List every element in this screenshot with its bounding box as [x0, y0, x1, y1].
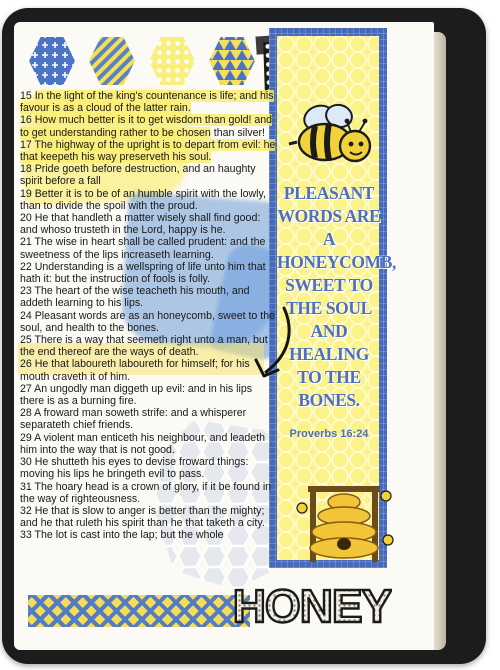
- verse-number: 16: [20, 114, 35, 127]
- verse-17: [20, 139, 278, 163]
- verse-number: 25: [20, 334, 35, 347]
- verse-number: 26: [20, 358, 35, 371]
- verse-number: 18: [20, 163, 35, 176]
- verse-21: [20, 236, 278, 260]
- verse-number: 19: [20, 187, 35, 200]
- verse-number: 27: [20, 382, 35, 395]
- verse-30: [20, 456, 278, 480]
- verse-18: [20, 163, 278, 187]
- card-reference: Proverbs 16:24: [289, 428, 369, 440]
- verse-text: There is a way that seemeth right unto a man, but the end thereof are the ways of death.: [20, 334, 268, 359]
- verse-text: Better it is to be of an humble spirit with the lowly, than to divide the spoil with the proud.: [20, 187, 266, 212]
- verse-number: 30: [20, 456, 35, 469]
- verse-text: The wise in heart shall be called prudent: and the sweetness of the lips increaseth learning.: [20, 236, 266, 261]
- verse-number: 28: [20, 407, 35, 420]
- verse-number: 17: [20, 138, 35, 151]
- verse-text: The heart of the wise teacheth his mouth, and addeth learning to his lips.: [20, 285, 250, 310]
- verse-number: 21: [20, 236, 35, 249]
- verse-25: [20, 334, 278, 358]
- hex-sticker-stripes: [88, 36, 136, 86]
- verse-text: The lot is cast into the lap; but the whole: [34, 529, 224, 542]
- verse-20: [20, 212, 278, 236]
- verse-28: [20, 407, 278, 431]
- verse-32: [20, 505, 278, 529]
- verse-number: 33: [20, 529, 35, 542]
- verse-text: Pride goeth before destruction, and an haughty spirit before a fall: [20, 163, 256, 188]
- verse-27: [20, 383, 278, 407]
- verse-19: [20, 188, 278, 212]
- verse-number: 20: [20, 212, 35, 225]
- verse-16: [20, 114, 278, 138]
- verse-text: How much better is it to get wisdom than gold! and to get understanding rather to be chosen: [20, 114, 273, 139]
- honey-lettering: [232, 578, 392, 630]
- beehive-icon: [290, 478, 394, 570]
- verse-number: 32: [20, 504, 35, 517]
- hex-sticker-triangles: [208, 36, 256, 86]
- verse-text: Pleasant words are as an honeycomb, sweet to the soul, and health to the bones.: [20, 309, 275, 334]
- verse-number: 31: [20, 480, 35, 493]
- verse-15: [20, 90, 278, 114]
- verse-22: [20, 261, 278, 285]
- verse-number: 24: [20, 309, 35, 322]
- verse-number: 23: [20, 285, 35, 298]
- card-quote: PLEASANT WORDS ARE A HONEYCOMB, SWEET TO THE SOUL AND HEALING TO THE BONES.: [277, 183, 396, 410]
- verse-text: The highway of the upright is to depart from evil: he that keepeth his way preserveth his soul.: [20, 138, 276, 164]
- verse-text: He that laboureth laboureth for himself; for his mouth craveth it of him.: [20, 358, 250, 383]
- scripture-text: [20, 90, 278, 542]
- verse-text: In the light of the king's countenance is life; and his favour is as a cloud of the latter rain.: [20, 90, 274, 115]
- verse-number: 22: [20, 260, 35, 273]
- hex-sticker-crosses: [28, 36, 76, 86]
- verse-23: [20, 285, 278, 309]
- verse-text: Understanding is a wellspring of life unto him that hath it: but the instruction of fools is folly.: [20, 260, 266, 286]
- verse-text: A froward man soweth strife: and a whisperer separateth chief friends.: [20, 407, 247, 432]
- verse-26: [20, 358, 278, 382]
- verse-text: An ungodly man diggeth up evil: and in his lips there is as a burning fire.: [20, 382, 253, 408]
- verse-29: [20, 432, 278, 456]
- hex-sticker-dots: [148, 36, 196, 86]
- verse-text: The hoary head is a crown of glory, if it be found in the way of righteousness.: [20, 480, 272, 505]
- verse-31: [20, 481, 278, 505]
- bee-icon: [285, 102, 375, 172]
- verse-text: He shutteth his eyes to devise froward things: moving his lips he bringeth evil to pass.: [20, 456, 249, 481]
- verse-number: 29: [20, 431, 35, 444]
- verse-text: A violent man enticeth his neighbour, and leadeth him into the way that is not good.: [20, 431, 266, 456]
- honey-word: HONEY: [232, 580, 392, 630]
- verse-24: [20, 310, 278, 334]
- verse-text: He that is slow to anger is better than the mighty; and he that ruleth his spirit than he that taketh a city.: [20, 504, 265, 530]
- page-edges: [432, 32, 446, 650]
- chevron-washi-tape: [28, 595, 250, 627]
- verse-text: than silver!: [210, 126, 265, 139]
- verse-33: [20, 529, 278, 541]
- verse-number: 15: [20, 90, 35, 102]
- verse-text: He that handleth a matter wisely shall find good: and whoso trusteth in the Lord, happy is he.: [20, 212, 261, 237]
